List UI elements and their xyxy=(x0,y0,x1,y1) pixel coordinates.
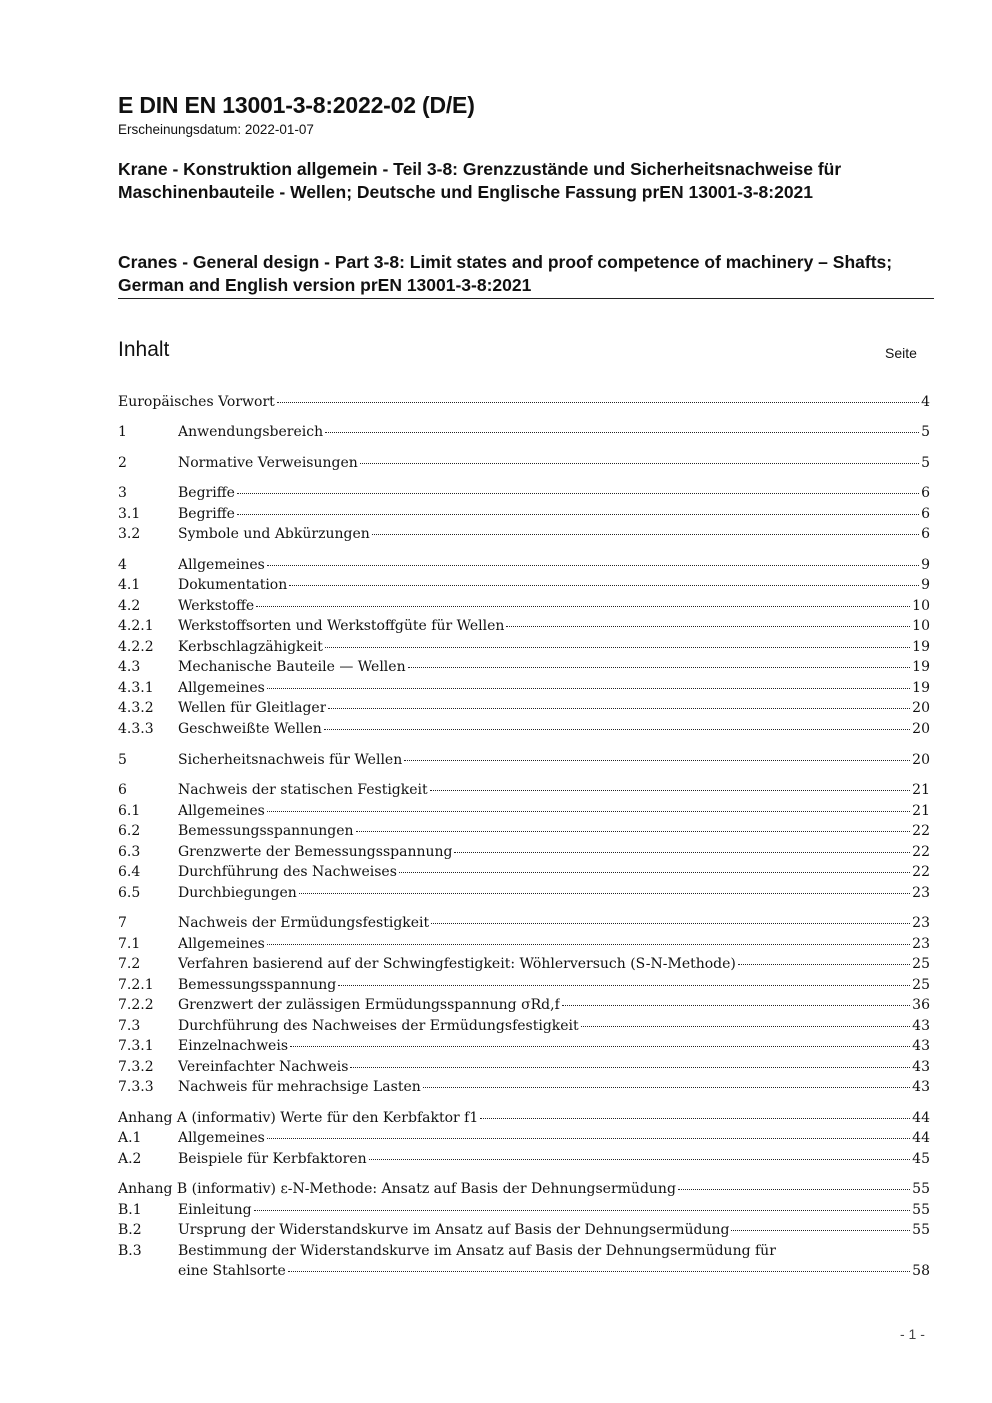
toc-entry-page: 19 xyxy=(912,680,930,696)
toc-entry-title: Bemessungsspannung xyxy=(178,977,337,993)
toc-entry-title: Anhang A (informativ) Werte für den Kerbfaktor f1 xyxy=(118,1110,479,1126)
toc-entry-title: Verfahren basierend auf der Schwingfestigkeit: Wöhlerversuch (S-N-Methode) xyxy=(178,956,736,972)
toc-entry-page: 45 xyxy=(912,1151,930,1167)
toc-dot-leader xyxy=(562,1005,910,1006)
toc-entry-page: 25 xyxy=(912,956,930,972)
toc-entry-number: 4.2.1 xyxy=(118,618,154,634)
toc-entry-title: Normative Verweisungen xyxy=(178,455,358,471)
toc-dot-leader xyxy=(277,402,919,403)
toc-entry-title: Ursprung der Widerstandskurve im Ansatz auf Basis der Dehnungsermüdung xyxy=(178,1222,730,1238)
toc-dot-leader xyxy=(267,565,919,566)
toc-entry-title: Begriffe xyxy=(178,485,235,501)
toc-entry-page: 9 xyxy=(921,577,930,593)
toc-entry-number: 6.3 xyxy=(118,844,141,860)
toc-dot-leader xyxy=(290,1046,910,1047)
toc-entry[interactable] xyxy=(118,1181,930,1201)
toc-entry-title: Durchführung des Nachweises der Ermüdungsfestigkeit xyxy=(178,1018,579,1034)
toc-entry-number: 4.2 xyxy=(118,598,141,614)
toc-entry[interactable] xyxy=(118,1110,930,1130)
toc-entry-page: 23 xyxy=(912,885,930,901)
toc-entry-number: 2 xyxy=(118,455,127,471)
toc-entry[interactable] xyxy=(118,823,930,843)
toc-dot-leader xyxy=(299,893,910,894)
toc-entry-number: 6 xyxy=(118,782,127,798)
toc-entry-number: B.2 xyxy=(118,1222,142,1238)
toc-entry-title: Bemessungsspannungen xyxy=(178,823,354,839)
toc-entry-page: 55 xyxy=(912,1222,930,1238)
toc-entry[interactable] xyxy=(118,844,930,864)
toc-entry-number: 7.3.2 xyxy=(118,1059,154,1075)
toc-dot-leader xyxy=(237,493,919,494)
toc-entry-title: Nachweis der Ermüdungsfestigkeit xyxy=(178,915,430,931)
toc-entry-page: 21 xyxy=(912,782,930,798)
toc-entry-number: 4.3.2 xyxy=(118,700,154,716)
toc-entry-title: Nachweis für mehrachsige Lasten xyxy=(178,1079,421,1095)
toc-entry-title: Allgemeines xyxy=(178,803,265,819)
toc-entry-title: Bestimmung der Widerstandskurve im Ansatz auf Basis der Dehnungsermüdung für xyxy=(178,1243,776,1259)
toc-entry[interactable] xyxy=(118,977,930,997)
toc-entry-title: Grenzwerte der Bemessungsspannung xyxy=(178,844,453,860)
toc-entry-continuation[interactable] xyxy=(118,1263,930,1283)
toc-entry-page: 43 xyxy=(912,1059,930,1075)
toc-dot-leader xyxy=(404,760,910,761)
toc-entry[interactable] xyxy=(118,700,930,720)
toc-dot-leader xyxy=(408,667,911,668)
toc-entry-number: 6.1 xyxy=(118,803,141,819)
toc-entry-title: Werkstoffsorten und Werkstoffgüte für Wellen xyxy=(178,618,505,634)
toc-entry[interactable] xyxy=(118,803,930,823)
toc-entry-page: 25 xyxy=(912,977,930,993)
toc-dot-leader xyxy=(267,944,910,945)
toc-entry-page: 22 xyxy=(912,823,930,839)
toc-entry-page: 19 xyxy=(912,659,930,675)
toc-entry-page: 22 xyxy=(912,844,930,860)
toc-entry[interactable] xyxy=(118,659,930,679)
toc-entry[interactable] xyxy=(118,618,930,638)
toc-dot-leader xyxy=(372,534,919,535)
toc-entry-title: Durchführung des Nachweises xyxy=(178,864,397,880)
toc-dot-leader xyxy=(581,1026,911,1027)
toc-entry-title: Allgemeines xyxy=(178,557,265,573)
toc-dot-leader xyxy=(256,606,910,607)
publication-date: Erscheinungsdatum: 2022-01-07 xyxy=(118,122,314,137)
toc-dot-leader xyxy=(324,729,910,730)
toc-entry-number: 4.3.1 xyxy=(118,680,154,696)
toc-entry-number: 6.4 xyxy=(118,864,141,880)
toc-entry-number: 7.3 xyxy=(118,1018,141,1034)
toc-entry-page: 5 xyxy=(921,424,930,440)
toc-entry-title: Europäisches Vorwort xyxy=(118,394,275,410)
toc-entry[interactable] xyxy=(118,1151,930,1171)
toc-entry[interactable] xyxy=(118,936,930,956)
toc-page-label: Seite xyxy=(885,345,917,361)
toc-entry-title: Geschweißte Wellen xyxy=(178,721,322,737)
toc-entry-title: Grenzwert der zulässigen Ermüdungsspannung σRd,f xyxy=(178,997,560,1013)
toc-entry-number: A.1 xyxy=(118,1130,142,1146)
toc-entry[interactable] xyxy=(118,424,930,444)
toc-entry-title: Symbole und Abkürzungen xyxy=(178,526,370,542)
toc-entry-page: 43 xyxy=(912,1079,930,1095)
toc-dot-leader xyxy=(360,463,919,464)
toc-dot-leader xyxy=(506,626,910,627)
toc-entry-number: 3 xyxy=(118,485,127,501)
toc-entry-number: 7.2.2 xyxy=(118,997,154,1013)
toc-entry[interactable] xyxy=(118,1018,930,1038)
toc-entry-page: 20 xyxy=(912,700,930,716)
toc-entry-title: Beispiele für Kerbfaktoren xyxy=(178,1151,367,1167)
toc-entry[interactable] xyxy=(118,680,930,700)
toc-entry-page: 10 xyxy=(912,618,930,634)
toc-dot-leader xyxy=(399,872,910,873)
toc-entry-page: 43 xyxy=(912,1038,930,1054)
toc-entry-page: 20 xyxy=(912,721,930,737)
toc-entry-number: A.2 xyxy=(118,1151,142,1167)
toc-dot-leader xyxy=(267,688,910,689)
toc-dot-leader xyxy=(678,1189,910,1190)
toc-entry-number: 7.3.1 xyxy=(118,1038,154,1054)
toc-entry-number: 3.1 xyxy=(118,506,141,522)
toc-entry-page: 6 xyxy=(921,485,930,501)
toc-dot-leader xyxy=(356,831,911,832)
toc-entry-title: Einzelnachweis xyxy=(178,1038,289,1054)
toc-entry-page: 6 xyxy=(921,506,930,522)
toc-entry-number: 7.1 xyxy=(118,936,141,952)
toc-entry-number: 4.3.3 xyxy=(118,721,154,737)
toc-entry-title: Anwendungsbereich xyxy=(178,424,324,440)
toc-entry[interactable] xyxy=(118,721,930,741)
toc-entry[interactable] xyxy=(118,782,930,802)
toc-entry-number: 7.2 xyxy=(118,956,141,972)
toc-entry[interactable] xyxy=(118,577,930,597)
toc-entry-page: 55 xyxy=(912,1181,930,1197)
toc-entry-number: 4 xyxy=(118,557,127,573)
toc-dot-leader xyxy=(430,790,911,791)
toc-entry-title: Mechanische Bauteile — Wellen xyxy=(178,659,406,675)
toc-entry-number: 7 xyxy=(118,915,127,931)
toc-entry[interactable] xyxy=(118,1222,930,1242)
toc-dot-leader xyxy=(350,1067,910,1068)
title-divider xyxy=(118,298,934,299)
toc-entry-number: 7.2.1 xyxy=(118,977,154,993)
toc-entry-title: Allgemeines xyxy=(178,936,265,952)
toc-heading: Inhalt xyxy=(118,338,170,361)
toc-entry-page: 9 xyxy=(921,557,930,573)
toc-dot-leader xyxy=(423,1087,910,1088)
toc-entry-number: B.1 xyxy=(118,1202,142,1218)
toc-entry[interactable] xyxy=(118,956,930,976)
toc-entry-page: 10 xyxy=(912,598,930,614)
toc-entry-page: 43 xyxy=(912,1018,930,1034)
toc-entry[interactable] xyxy=(118,639,930,659)
toc-entry-title: eine Stahlsorte xyxy=(178,1263,286,1279)
toc-dot-leader xyxy=(731,1230,910,1231)
toc-entry-title: Sicherheitsnachweis für Wellen xyxy=(178,752,403,768)
toc-dot-leader xyxy=(480,1118,910,1119)
toc-entry[interactable] xyxy=(118,1202,930,1222)
toc-entry-title: Allgemeines xyxy=(178,1130,265,1146)
toc-dot-leader xyxy=(288,1271,910,1272)
toc-entry-page: 36 xyxy=(912,997,930,1013)
toc-dot-leader xyxy=(338,985,910,986)
toc-entry-page: 23 xyxy=(912,915,930,931)
toc-entry[interactable] xyxy=(118,997,930,1017)
toc-dot-leader xyxy=(267,1138,910,1139)
toc-entry[interactable] xyxy=(118,1059,930,1079)
toc-entry-page: 58 xyxy=(912,1263,930,1279)
toc-dot-leader xyxy=(289,585,919,586)
toc-entry[interactable] xyxy=(118,506,930,526)
toc-entry[interactable] xyxy=(118,598,930,618)
toc-entry-page: 5 xyxy=(921,455,930,471)
toc-entry[interactable] xyxy=(118,1130,930,1150)
toc-entry[interactable] xyxy=(118,1038,930,1058)
toc-entry-page: 55 xyxy=(912,1202,930,1218)
toc-dot-leader xyxy=(267,811,910,812)
toc-entry[interactable] xyxy=(118,864,930,884)
toc-dot-leader xyxy=(454,852,910,853)
toc-dot-leader xyxy=(738,964,910,965)
toc-entry[interactable] xyxy=(118,455,930,475)
toc-entry-number: 1 xyxy=(118,424,127,440)
toc-entry-number: 4.3 xyxy=(118,659,141,675)
toc-entry-title: Werkstoffe xyxy=(178,598,255,614)
toc-entry-page: 4 xyxy=(921,394,930,410)
toc-entry-page: 19 xyxy=(912,639,930,655)
toc-entry-number: 5 xyxy=(118,752,127,768)
toc-entry-title: Wellen für Gleitlager xyxy=(178,700,327,716)
toc-entry-page: 23 xyxy=(912,936,930,952)
title-english: Cranes - General design - Part 3-8: Limit states and proof competence of machinery – Shafts; German and English version prEN 13001-3-8:2021 xyxy=(118,252,893,295)
toc-entry-number: 4.2.2 xyxy=(118,639,154,655)
toc-dot-leader xyxy=(328,708,910,709)
toc-entry[interactable] xyxy=(118,1079,930,1099)
toc-entry-title: Begriffe xyxy=(178,506,235,522)
toc-entry-number: 4.1 xyxy=(118,577,141,593)
toc-entry-page: 44 xyxy=(912,1130,930,1146)
toc-entry-number: 6.5 xyxy=(118,885,141,901)
toc-dot-leader xyxy=(431,923,910,924)
toc-entry-title: Durchbiegungen xyxy=(178,885,297,901)
toc-entry-page: 22 xyxy=(912,864,930,880)
toc-entry-number: B.3 xyxy=(118,1243,142,1259)
toc-entry-number: 7.3.3 xyxy=(118,1079,154,1095)
toc-entry-number: 6.2 xyxy=(118,823,141,839)
toc-dot-leader xyxy=(325,432,919,433)
toc-entry-title: Dokumentation xyxy=(178,577,288,593)
toc-dot-leader xyxy=(254,1210,911,1211)
toc-entry-title: Allgemeines xyxy=(178,680,265,696)
toc-entry-page: 21 xyxy=(912,803,930,819)
toc-entry[interactable] xyxy=(118,1243,930,1263)
page-number: - 1 - xyxy=(900,1326,925,1342)
document-id: E DIN EN 13001-3-8:2022-02 (D/E) xyxy=(118,92,475,118)
toc-entry-title: Vereinfachter Nachweis xyxy=(178,1059,349,1075)
toc-entry[interactable] xyxy=(118,557,930,577)
toc-entry-number: 3.2 xyxy=(118,526,141,542)
toc-entry[interactable] xyxy=(118,885,930,905)
toc-dot-leader xyxy=(369,1159,911,1160)
toc-entry[interactable] xyxy=(118,485,930,505)
toc-entry-page: 44 xyxy=(912,1110,930,1126)
title-german: Krane - Konstruktion allgemein - Teil 3-8: Grenzzustände und Sicherheitsnachweise für Maschinenbauteile - Wellen; Deutsche und Englische Fassung prEN 13001-3-8:2021 xyxy=(118,159,842,202)
toc-entry[interactable] xyxy=(118,915,930,935)
toc-entry-title: Nachweis der statischen Festigkeit xyxy=(178,782,428,798)
toc-dot-leader xyxy=(325,647,910,648)
toc-entry-title: Kerbschlagzähigkeit xyxy=(178,639,323,655)
toc-entry[interactable] xyxy=(118,526,930,546)
toc-entry-title: Einleitung xyxy=(178,1202,252,1218)
toc-entry-page: 20 xyxy=(912,752,930,768)
toc-entry[interactable] xyxy=(118,394,930,414)
toc-dot-leader xyxy=(237,514,919,515)
toc-entry[interactable] xyxy=(118,752,930,772)
toc-entry-page: 6 xyxy=(921,526,930,542)
toc-entry-title: Anhang B (informativ) ε-N-Methode: Ansatz auf Basis der Dehnungsermüdung xyxy=(118,1181,676,1197)
